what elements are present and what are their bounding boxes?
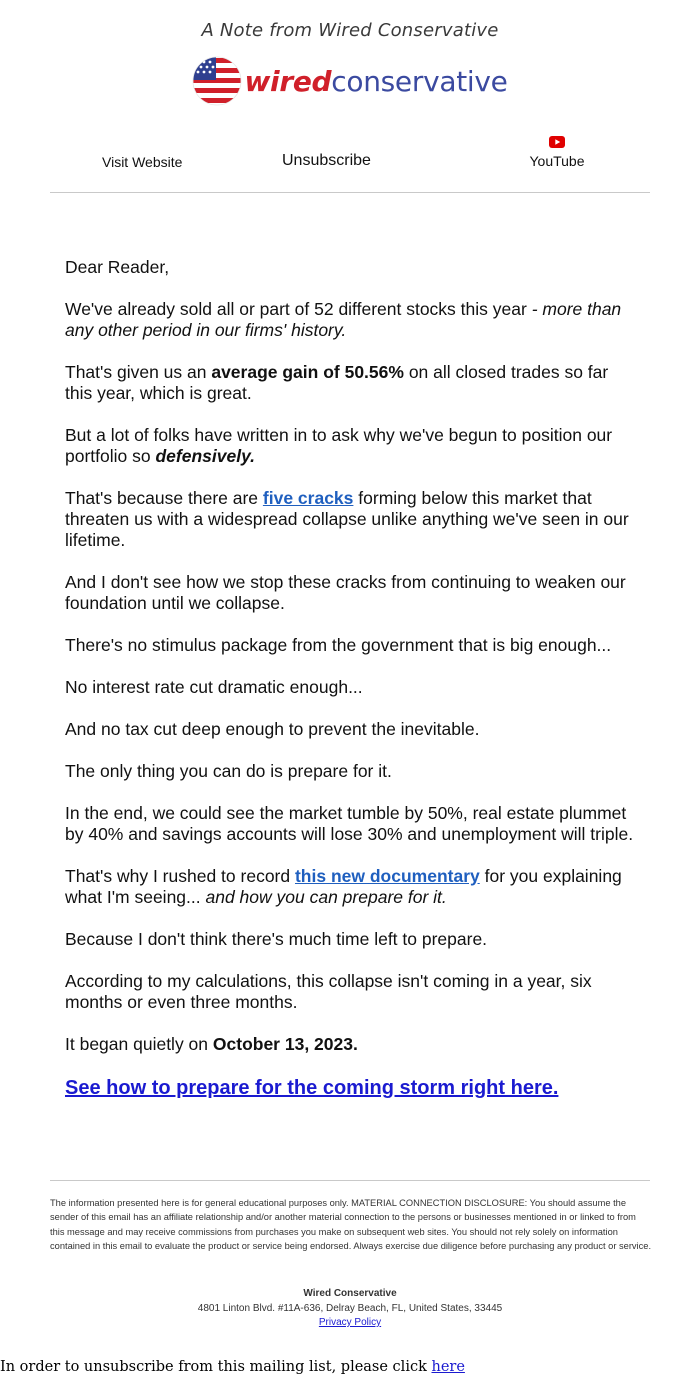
paragraph: According to my calculations, this collapse isn't coming in a year, six months or even three months. <box>65 971 592 1012</box>
unsubscribe-link[interactable]: Unsubscribe <box>282 152 371 169</box>
header-note: A Note from Wired Conservative <box>201 20 499 41</box>
youtube-label: YouTube <box>529 153 585 169</box>
greeting: Dear Reader, <box>65 257 170 277</box>
footer <box>0 1287 700 1331</box>
paragraph: That's given us an average gain of 50.56% on all closed trades so far this year, which is great. <box>65 362 609 403</box>
paragraph: And no tax cut deep enough to prevent the inevitable. <box>65 719 480 739</box>
nav-bar <box>50 134 650 192</box>
us-flag-globe-icon <box>192 56 242 106</box>
footer-divider <box>50 1180 650 1181</box>
logo-wordmark <box>244 65 507 98</box>
disclaimer-text: The information presented here is for general educational purposes only. MATERIAL CONNECTION DISCLOSURE: You should assume the sender of this email has an affiliate relationship and/or another material connection to the persons or businesses mentioned in or linked to from this message and may receive commissions from purchases you make on subsequent web sites. You should not rely solely on information contained in this email to evaluate the product or service being endorsed. Always exercise due diligence before purchasing any product or service. <box>50 1198 652 1251</box>
unsubscribe-here-link[interactable]: here <box>431 1359 465 1375</box>
youtube-link[interactable] <box>527 136 587 169</box>
company-address: 4801 Linton Blvd. #11A-636, Delray Beach, FL, United States, 33445 <box>197 1302 503 1314</box>
unsubscribe-notice: In order to unsubscribe from this mailing list, please click here <box>0 1359 465 1375</box>
paragraph: But a lot of folks have written in to ask why we've begun to position our portfolio so defensively. <box>65 425 613 466</box>
five-cracks-link[interactable]: five cracks <box>262 488 354 508</box>
paragraph: The only thing you can do is prepare for it. <box>65 761 392 781</box>
documentary-link[interactable]: this new documentary <box>294 866 480 886</box>
letter-body <box>65 257 640 1100</box>
paragraph: We've already sold all or part of 52 different stocks this year - more than any other period in our firms' history. <box>65 299 622 340</box>
paragraph: Because I don't think there's much time left to prepare. <box>65 929 488 949</box>
privacy-policy-link[interactable]: Privacy Policy <box>318 1317 382 1328</box>
visit-website-link[interactable]: Visit Website <box>102 154 183 170</box>
youtube-play-icon <box>549 136 565 148</box>
paragraph: That's why I rushed to record this new documentary for you explaining what I'm seeing... and how you can prepare for it. <box>65 866 622 907</box>
paragraph: It began quietly on October 13, 2023. <box>65 1034 358 1054</box>
company-name: Wired Conservative <box>303 1288 397 1299</box>
brand-logo[interactable] <box>0 56 700 106</box>
paragraph: That's because there are five cracks forming below this market that threaten us with a widespread collapse unlike anything we've seen in our lifetime. <box>65 488 629 550</box>
paragraph: In the end, we could see the market tumble by 50%, real estate plummet by 40% and savings accounts will lose 30% and unemployment will triple. <box>65 803 634 844</box>
paragraph: There's no stimulus package from the government that is big enough... <box>65 635 612 655</box>
paragraph: And I don't see how we stop these cracks from continuing to weaken our foundation until we collapse. <box>65 572 626 613</box>
paragraph: No interest rate cut dramatic enough... <box>65 677 363 697</box>
cta-link[interactable]: See how to prepare for the coming storm right here. <box>65 1077 559 1099</box>
logo-wired: wired <box>244 64 332 98</box>
header-divider <box>50 192 650 193</box>
logo-conservative: conservative <box>331 64 508 98</box>
